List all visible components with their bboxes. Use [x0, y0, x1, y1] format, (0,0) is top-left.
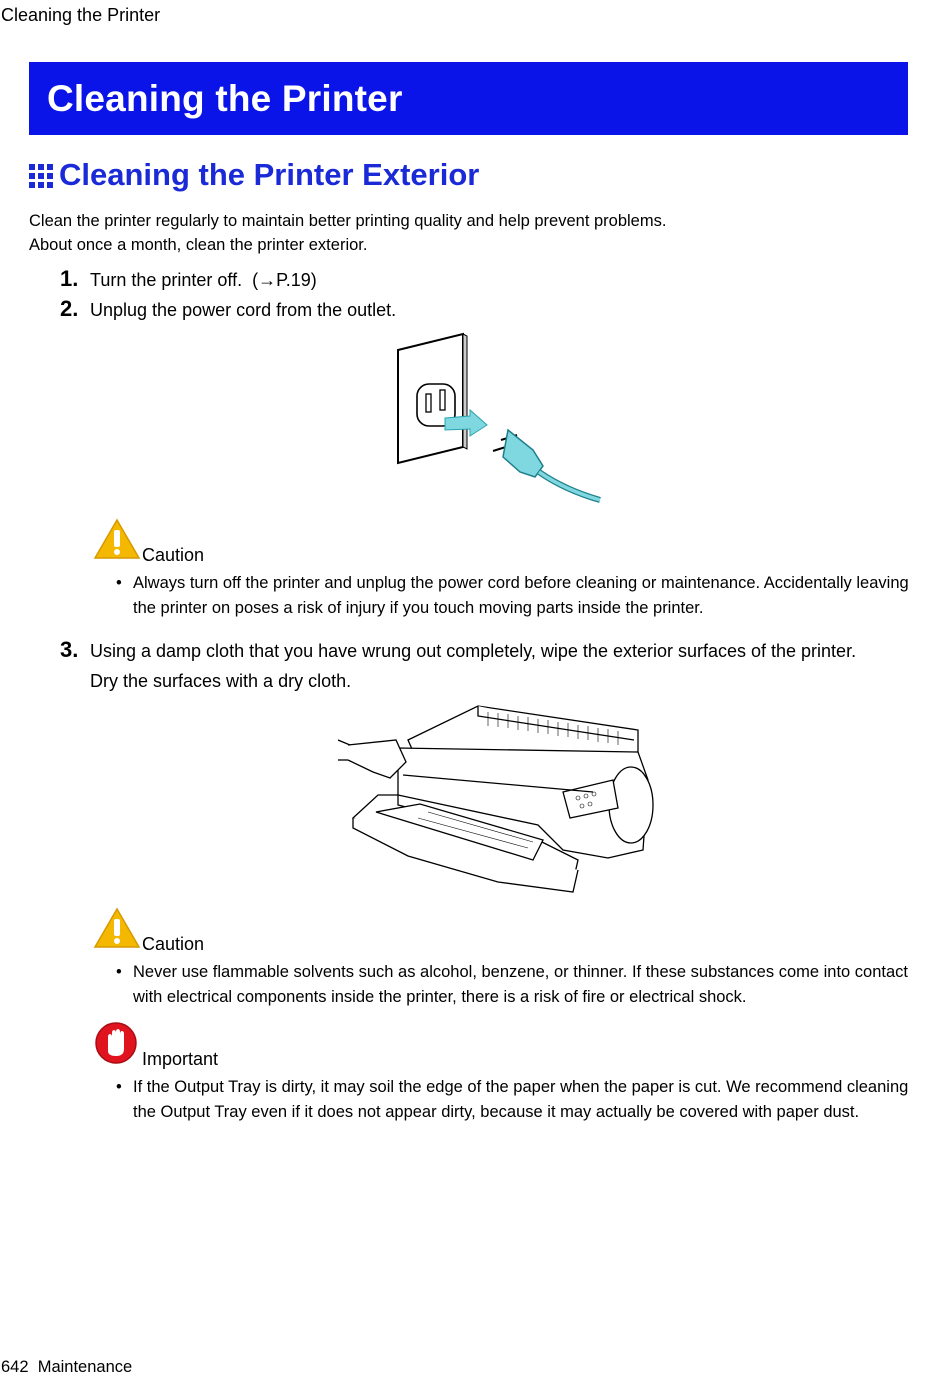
- important-label: Important: [142, 1049, 219, 1069]
- intro-text: [29, 209, 666, 257]
- bullet-marker: •: [116, 1078, 122, 1096]
- grid-icon: [29, 164, 53, 188]
- bullet-marker: •: [116, 574, 122, 592]
- important-hand-icon: [94, 1021, 138, 1065]
- step-2: [60, 294, 396, 325]
- bullet-marker: •: [116, 963, 122, 981]
- caution-text: Never use flammable solvents such as alcohol, benzene, or thinner. If these substances come into contact with electrical components inside the printer, there is a risk of fire or electrical shock.: [133, 963, 909, 1006]
- intro-line: About once a month, clean the printer exterior.: [29, 236, 368, 254]
- caution-text: Always turn off the printer and unplug the power cord before cleaning or maintenance. Accidentally leaving the printer on poses a risk of injury if you touch moving parts inside the printer.: [133, 574, 909, 617]
- step-1: [60, 264, 317, 295]
- step-text: Using a damp cloth that you have wrung out completely, wipe the exterior surfaces of the printer.: [90, 641, 857, 661]
- unplug-power-cord-illustration: [395, 332, 605, 507]
- step-3: [60, 635, 930, 696]
- step-number: 2.: [60, 296, 79, 321]
- page-reference-link[interactable]: (→P.19): [252, 270, 317, 290]
- intro-line: Clean the printer regularly to maintain better printing quality and help prevent problems.: [29, 212, 667, 230]
- caution-icon: [93, 907, 141, 949]
- section-title: Cleaning the Printer Exterior: [59, 157, 480, 192]
- important-text: If the Output Tray is dirty, it may soil the edge of the paper when the paper is cut. We recommend cleaning the Output Tray even if it does not appear dirty, because it may actually be covered with paper dust.: [133, 1078, 909, 1121]
- chapter-title: Cleaning the Printer: [47, 78, 403, 119]
- step-text: Unplug the power cord from the outlet.: [90, 300, 397, 320]
- important-bullet: [116, 1075, 916, 1125]
- caution-bullet: [116, 960, 916, 1010]
- step-continuation: Dry the surfaces with a dry cloth.: [90, 671, 352, 691]
- running-header: Cleaning the Printer: [1, 5, 161, 25]
- step-number: 1.: [60, 266, 79, 291]
- step-text: Turn the printer off.: [90, 270, 243, 290]
- page-number: 642: [1, 1358, 29, 1376]
- caution-label: Caution: [142, 545, 205, 565]
- footer-section: Maintenance: [37, 1358, 133, 1376]
- step-number: 3.: [60, 637, 79, 662]
- page-footer: [1, 1358, 132, 1377]
- wipe-printer-illustration: [338, 700, 663, 895]
- caution-icon: [93, 518, 141, 560]
- caution-label: Caution: [142, 934, 205, 954]
- chapter-title-bar: [29, 62, 908, 135]
- caution-bullet: [116, 571, 916, 621]
